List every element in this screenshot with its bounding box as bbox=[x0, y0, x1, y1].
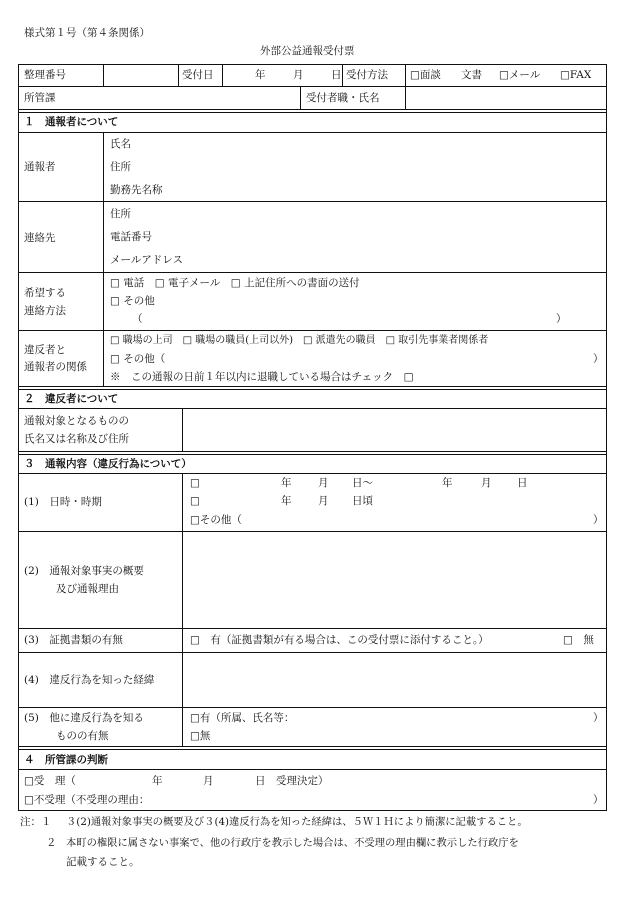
note2-text-1: 本町の権限に属さない事案で、他の行政庁を教示した場合は、不受理の理由欄に教示した行政庁を bbox=[66, 837, 519, 849]
date-tsuki: 月 bbox=[293, 69, 304, 81]
section-3-heading: ３ 通報内容（違反行為について） bbox=[24, 458, 192, 470]
border-right bbox=[606, 64, 607, 811]
method-mendan-checkbox[interactable]: □面談 bbox=[410, 69, 441, 81]
method-bunsho: 文書 bbox=[461, 69, 482, 81]
uketsukebi-label: 受付日 bbox=[182, 69, 214, 81]
fujuri-close: ） bbox=[593, 794, 604, 806]
item1-row2-hi: 日頃 bbox=[352, 495, 373, 507]
note2-text-2: 記載すること。 bbox=[66, 856, 140, 868]
row-line bbox=[18, 769, 607, 770]
method-mail-checkbox[interactable]: □メール bbox=[499, 69, 541, 81]
col-line bbox=[178, 64, 179, 86]
item3-nashi-checkbox[interactable]: □ 無 bbox=[563, 634, 594, 646]
item1-row1-hi2: 日 bbox=[517, 477, 528, 489]
item2-label-2: 及び通報理由 bbox=[56, 583, 119, 595]
row-line bbox=[18, 652, 607, 653]
item2-label-1: (2) 通報対象事実の概要 bbox=[24, 565, 144, 577]
row-line bbox=[18, 451, 607, 452]
row-line bbox=[18, 386, 607, 387]
juri-nen: 年 bbox=[152, 775, 163, 787]
kibou-sonota-checkbox[interactable]: □ その他 bbox=[110, 295, 155, 307]
kankei-options[interactable]: □ 職場の上司 □ 職場の職員(上司以外) □ 派遣先の職員 □ 取引先事業者関係者 bbox=[110, 335, 489, 346]
tsuhosha-name-field: 氏名 bbox=[110, 138, 131, 150]
kibou-paren-open: （ bbox=[132, 313, 143, 325]
row-line bbox=[18, 201, 607, 202]
item5-label-2: ものの有無 bbox=[56, 730, 109, 742]
kankei-sonota-checkbox[interactable]: □ その他（ bbox=[110, 353, 166, 365]
renrakusaki-email-field: メールアドレス bbox=[110, 254, 183, 266]
kibou-label-1: 希望する bbox=[24, 287, 66, 299]
kibou-paren-close: ） bbox=[556, 313, 567, 325]
kibou-options[interactable]: □ 電話 □ 電子メール □ 上記住所への書面の送付 bbox=[110, 277, 360, 289]
border-bottom bbox=[18, 810, 607, 811]
item5-label-1: (5) 他に違反行為を知る bbox=[24, 712, 144, 724]
row-line bbox=[18, 408, 607, 409]
col-line bbox=[182, 408, 183, 451]
seiri-label: 整理番号 bbox=[24, 69, 66, 81]
item1-checkbox-1[interactable]: □ bbox=[190, 477, 200, 489]
kankei-label-1: 違反者と bbox=[24, 344, 66, 356]
kankei-sonota-close: ） bbox=[593, 353, 604, 365]
juri-hi: 日 受理決定） bbox=[255, 775, 329, 787]
row-line bbox=[18, 628, 607, 629]
border-top bbox=[18, 64, 607, 65]
col-line bbox=[405, 64, 406, 109]
form-title: 外部公益通報受付票 bbox=[260, 45, 355, 57]
row-line bbox=[18, 132, 607, 133]
col-line bbox=[103, 132, 104, 386]
row-line bbox=[18, 330, 607, 331]
section-2-heading: ２ 違反者について bbox=[24, 393, 119, 405]
sec2-label-2: 氏名又は名称及び住所 bbox=[24, 433, 129, 445]
col-line bbox=[342, 64, 343, 86]
note1-prefix: 注：１ bbox=[20, 816, 52, 828]
renrakusaki-label: 連絡先 bbox=[24, 232, 56, 244]
row-line bbox=[18, 272, 607, 273]
renrakusaki-phone-field: 電話番号 bbox=[110, 231, 152, 243]
juri-checkbox[interactable]: □受 理（ bbox=[24, 775, 76, 787]
item1-row1-tsuki: 月 bbox=[318, 477, 329, 489]
kankei-taishoku-check[interactable]: ※ この通報の日前１年以内に退職している場合はチェック □ bbox=[110, 371, 414, 383]
form-number: 様式第１号（第４条関係） bbox=[24, 27, 150, 39]
item1-row1-hi-from: 日～ bbox=[352, 477, 373, 489]
item1-row1-tsuki2: 月 bbox=[481, 477, 492, 489]
item1-row2-tsuki: 月 bbox=[318, 495, 329, 507]
col-line bbox=[103, 64, 104, 86]
item1-row1-nen: 年 bbox=[281, 477, 292, 489]
item5-nashi-checkbox[interactable]: □無 bbox=[190, 730, 211, 742]
row-line bbox=[18, 749, 607, 750]
item1-label: (1) 日時・時期 bbox=[24, 496, 102, 508]
item1-row2-nen: 年 bbox=[281, 495, 292, 507]
shokan-label: 所管課 bbox=[24, 92, 56, 104]
item4-label: (4) 違反行為を知った経緯 bbox=[24, 674, 155, 686]
uketsuke-houhou-label: 受付方法 bbox=[346, 69, 388, 81]
row-line bbox=[18, 454, 607, 455]
col-line bbox=[300, 86, 301, 109]
tsuhosha-address-field: 住所 bbox=[110, 161, 131, 173]
note1-text: ３(2)通報対象事実の概要及び３(4)違反行為を知った経緯は、５Ｗ１Ｈにより簡潔に記載すること。 bbox=[66, 816, 528, 828]
juri-tsuki: 月 bbox=[203, 775, 214, 787]
row-line bbox=[18, 531, 607, 532]
note2-prefix: ２ bbox=[46, 837, 57, 849]
item3-ari-checkbox[interactable]: □ 有（証拠書類が有る場合は、この受付票に添付すること。） bbox=[190, 634, 489, 646]
col-line bbox=[222, 64, 223, 86]
item3-label: (3) 証拠書類の有無 bbox=[24, 634, 123, 646]
kibou-label-2: 連絡方法 bbox=[24, 305, 66, 317]
item1-sonota-close: ） bbox=[593, 514, 604, 526]
item5-ari-close: ） bbox=[593, 712, 604, 724]
date-nen: 年 bbox=[255, 69, 266, 81]
section-4-heading: ４ 所管課の判断 bbox=[24, 754, 108, 766]
row-line bbox=[18, 389, 607, 390]
border-left bbox=[18, 64, 19, 811]
section-1-heading: １ 通報者について bbox=[24, 116, 119, 128]
uketsukesha-label: 受付者職・氏名 bbox=[306, 92, 380, 104]
item1-sonota-checkbox[interactable]: □その他（ bbox=[190, 514, 242, 526]
date-hi: 日 bbox=[331, 69, 342, 81]
kankei-label-2: 通報者の関係 bbox=[24, 361, 87, 373]
renrakusaki-address-field: 住所 bbox=[110, 208, 131, 220]
sec2-label-1: 通報対象となるものの bbox=[24, 415, 129, 427]
item5-ari-checkbox[interactable]: □有（所属、氏名等： bbox=[190, 712, 295, 724]
item1-row1-nen2: 年 bbox=[442, 477, 453, 489]
row-line bbox=[18, 746, 607, 747]
item1-checkbox-2[interactable]: □ bbox=[190, 495, 200, 507]
row-line bbox=[18, 86, 607, 87]
fujuri-checkbox[interactable]: □不受理（不受理の理由： bbox=[24, 794, 150, 806]
tsuhosha-label: 通報者 bbox=[24, 161, 56, 173]
row-line bbox=[18, 112, 607, 113]
method-fax-checkbox[interactable]: □FAX bbox=[560, 69, 592, 81]
tsuhosha-workplace-field: 勤務先名称 bbox=[110, 184, 163, 196]
row-line bbox=[18, 109, 607, 110]
col-line bbox=[182, 473, 183, 746]
row-line bbox=[18, 473, 607, 474]
row-line bbox=[18, 707, 607, 708]
